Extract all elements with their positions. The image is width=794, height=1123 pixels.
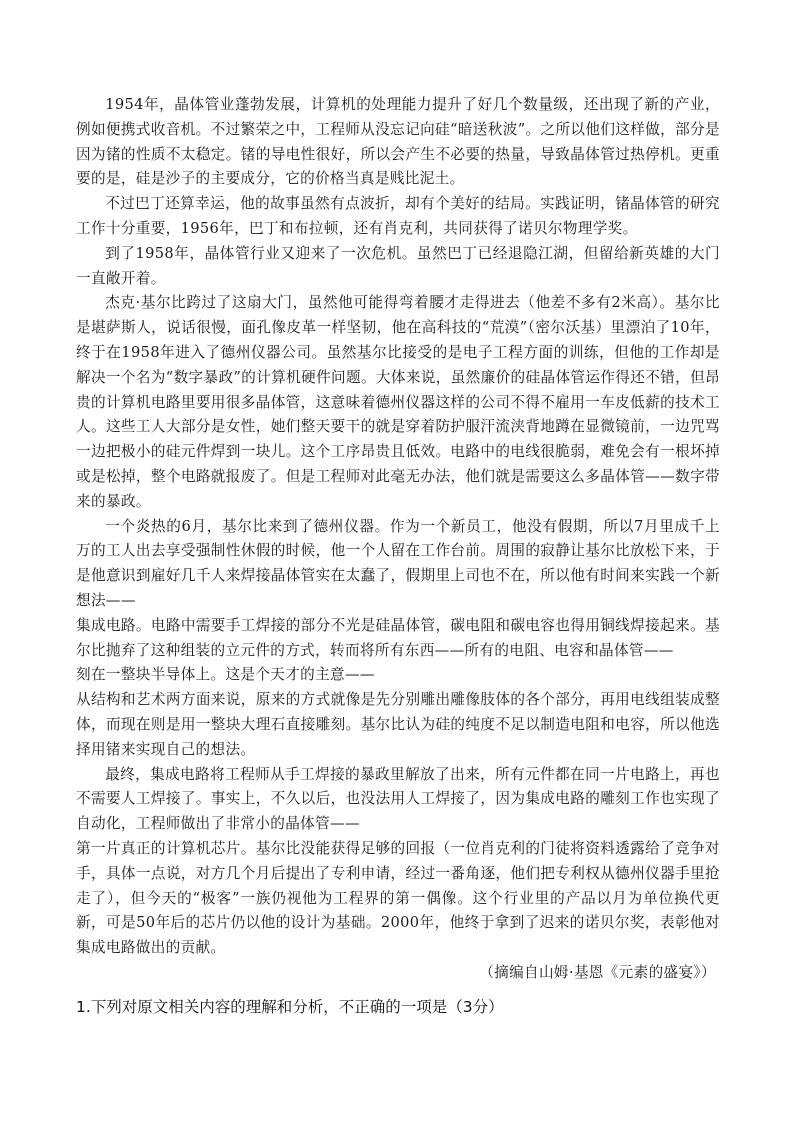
article-body — [76, 93, 720, 986]
source-attribution: （摘编自山姆·基恩《元素的盛宴》） — [479, 963, 716, 981]
paragraph-finally: 最终，集成电路将工程师从手工焊接的暴政里解放了出来，所有元件都在同一片电路上，再也不需要人工焊接了。事实上，不久以后，也没法用人工焊接了，因为集成电路的雕刻工作也实现了自动化，工程师做出了非常小的晶体管—— — [76, 765, 720, 833]
paragraph-1954: 1954年，晶体管业蓬勃发展，计算机的处理能力提升了好几个数量级，还出现了新的产业，例如便携式收音机。不过繁荣之中，工程师从没忘记向硅“暗送秋波”。之所以他们这样做，部分是因为锗的性质不太稳定。锗的导电性很好，所以会产生不必要的热量，导致晶体管过热停机。更重要的是，硅是沙子的主要成分，它的价格当真是贱比泥土。 — [76, 96, 720, 188]
paragraph-first-chip: 第一片真正的计算机芯片。基尔比没能获得足够的回报（一位肖克利的门徒将资料透露给了竞争对手，具体一点说，对方几个月后提出了专利申请，经过一番角逐，他们把专利权从德州仪器手里抢走了），但今天的“极客”一族仍视他为工程界的第一偶像。这个行业里的产品以月为单位换代更新，可是50年后的芯片仍以他的设计为基础。2000年，他终于拿到了迟来的诺贝尔奖，表彰他对集成电路做出的贡献。 — [76, 839, 720, 957]
paragraph-1958-crisis: 到了1958年，晶体管行业又迎来了一次危机。虽然巴丁已经退隐江湖，但留给新英雄的大门一直敞开着。 — [76, 244, 720, 287]
question-1: 1.下列对原文相关内容的理解和分析，不正确的一项是（3分） — [76, 998, 504, 1016]
paragraph-integrated-circuit: 集成电路。电路中需要手工焊接的部分不光是硅晶体管，碳电阻和碳电容也得用铜线焊接起来。基尔比抛弃了这种组装的立元件的方式，转而将所有东西——所有的电阻、电容和晶体管—— — [76, 616, 720, 659]
paragraph-single-block: 刻在一整块半导体上。这是个天才的主意—— — [76, 666, 375, 684]
paragraph-kilby-intro: 杰克·基尔比跨过了这扇大门，虽然他可能得弯着腰才走得进去（他差不多有2米高）。基尔比是堪萨斯人，说话很慢，面孔像皮革一样坚韧，他在高科技的“荒漠”（密尔沃基）里漂泊了10年，终于在1958年进入了德州仪器公司。虽然基尔比接受的是电子工程方面的训练，但他的工作却是解决一个名为“数字暴政”的计算机硬件问题。大体来说，虽然廉价的硅晶体管运作得还不错，但昂贵的计算机电路里要用很多晶体管，这意味着德州仪器这样的公司不得不雇用一车皮低薪的技术工人。这些工人大部分是女性，她们整天要干的就是穿着防护服汗流浃背地蹲在显微镜前，一边咒骂一边把极小的硅元件焊到一块儿。这个工序昂贵且低效。电路中的电线很脆弱，难免会有一根坏掉或是松掉，整个电路就报废了。但是工程师对此毫无办法，他们就是需要这么多晶体管——数字带来的暴政。 — [76, 294, 720, 510]
paragraph-sculpture-analogy: 从结构和艺术两方面来说，原来的方式就像是先分别雕出雕像肢体的各个部分，再用电线组装成整体，而现在则是用一整块大理石直接雕刻。基尔比认为硅的纯度不足以制造电阻和电容，所以他选择用锗来实现自己的想法。 — [76, 691, 720, 758]
paragraph-hot-june: 一个炎热的6月，基尔比来到了德州仪器。作为一个新员工，他没有假期，所以7月里成千上万的工人出去享受强制性休假的时候，他一个人留在工作台前。周围的寂静让基尔比放松下来，于是他意识到雇好几千人来焊接晶体管实在太蠢了，假期里上司也不在，所以他有时间来实践一个新想法—— — [76, 517, 720, 609]
paragraph-bardeen-nobel: 不过巴丁还算幸运，他的故事虽然有点波折，却有个美好的结局。实践证明，锗晶体管的研究工作十分重要，1956年，巴丁和布拉顿，还有肖克利，共同获得了诺贝尔物理学奖。 — [76, 195, 720, 237]
